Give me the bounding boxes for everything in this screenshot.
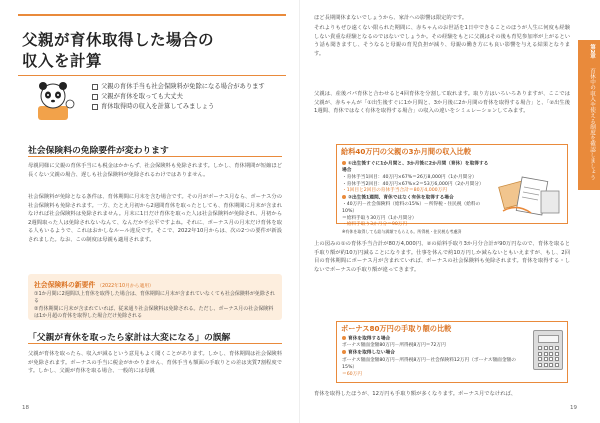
case1-title [342,161,492,175]
checkbox-icon [92,104,98,110]
page-number-left: 18 [22,405,29,411]
section1-paragraph-2: 社会保険料が免除となる条件は、育休期間に月末を含む場合です。その月がボーナス月なら、ボーナス分の社会保険料も免除されます。一方、たとえ月初から2週間育休を取ったとしても、育休期間に月末が含まれなければ社会保険料は免除されません。月末に1日だけ育休を取った人は社会保険料が免除され、月初から2週間取った人は免除されないなんて、なんだか不公平ですよね。それに、ボーナス月の月末だけ育休を取る人もいるようで、これはおかしなルール違反です。そこで、2022年10月からは、次の2つの要件が新設されました。なお、この制度は母親も適用されます。 [28,194,282,243]
checklist-item-text: 父親の育休手当も社会保険料が免除になる場合があります [101,83,265,90]
bullet-icon [342,195,346,199]
checklist-item [92,92,282,102]
title-rule-top [18,14,286,16]
case2-item-total: ・給料手取り3か月分＝90万円 [342,222,408,228]
calculator-icon [533,330,563,370]
title-rule-bottom [18,75,286,76]
bonus-case2-title-text: 育休を取得しない場合 [348,350,395,356]
income-comparison-box [336,144,568,235]
new-requirements-note-box [28,274,282,320]
case2-title-text: ②出生後1週間、育休ではなく有休を取得する場合 [348,195,454,201]
note-subtitle: （2022年10月から適用） [97,284,154,289]
right-paragraph-1: ほど長期間休まないでしょうから、家計への影響は限定的です。 [314,15,468,21]
checkbox-icon [92,94,98,100]
bullet-icon [342,350,346,354]
note-title [34,279,154,289]
bonus-case1-detail: ボーナス額面金額80万円－所得税8万円＝72万円 [342,343,446,349]
checklist-item-text: 育休取得時の収入を計算してみましょう [101,103,215,110]
note-item: ②育休期間に月末が含まれていれば、従来通り社会保険料は免除される。ただし、ボーナス月の社会保険料は1か月超の育休を取得した場合だけ免除される [34,305,274,320]
note-title-text: 社会保険料の新要件 [34,281,96,289]
right-page [300,0,600,423]
page-number-right: 19 [570,405,577,411]
note-item: ①1か月間に2週間以上育休を取得した場合は、育休期間に月末が含まれていなくても社会保険料が免除される [34,291,275,305]
page-title [22,30,214,72]
right-bottom-paragraph: 育休を取得したほうが、12万円も手取り額が多くなります。ボーナス月でなければ、 [314,391,517,397]
checklist [92,82,282,112]
case1-item: ・育休手当1回目：40万円×67%＝26万8,000円（1か月間分） [342,174,477,180]
checkbox-icon [92,84,98,90]
section1-paragraph-1: 母親同様に父親の育休手当にも税金はかからず、社会保険料も免除されます。しかし、育休期間が短縮ほど長くない父親の場合、遅しも社会保険料が免除されるわけではありません。 [28,163,282,178]
bonus-comparison-box [336,321,568,383]
bullet-icon [342,161,346,165]
calculator-keys [538,346,560,367]
title-line-2: 収入を計算 [22,52,103,70]
section2-paragraph: 父親が育休を取ったら、収入が減るという意見もよく聞くことがあります。しかし、育休期間は社会保険料が免除されます。ボーナスの手当に税金がかかりません、育休手当も額面の手取りとの差は実質7割程度です。しかし、父親が育休を取る場合、一般的には母親 [28,351,282,375]
income-comparison-content [342,161,492,236]
case2-item: ＝給料手取り30万円（1か月間分） [342,215,417,221]
right-middle-paragraph: 上の図みの①の育休手当合計が80万4,000円、②の給料手取り3か月分合計が90万円なので、育休を取ると手取り額が約10万円減ることになります。仕事を休んで約10万円しか減らないともいえますが、もし、2回目の育休期間にボーナス月が含まれていれば、ボーナスの社会保険料も免除されます。育休を取得する・しないでボーナスの手取り額が違ってきます。 [314,241,570,273]
bonus-case2-title [342,350,522,357]
case2-item: ・40万円－社会保険料（給料の15%）－所得税・住民税（給料の10%） [342,202,481,214]
section-heading-2: 「父親が育休を取ったら家計は大変になる」の誤解 [28,333,231,343]
right-paragraph-3: 父親は、産後パパ育休と合わせると4回育休を分割して取れます。取り方はいろいろありますが、ここでは父親が、赤ちゃんが「①出生後すぐに1か月間と、3か月後に2か月間の育休を取得する場合」と、「②出生後1週間、育休ではなく有休を取得する場合」の収入の違いをシミュレーションしてみます。 [314,91,570,115]
calculator-screen [538,335,559,343]
chapter-title: 育休中の収入や使える制度を確認しましょう [589,68,595,180]
chapter-label: 第2章 [589,44,595,59]
right-paragraph-2: それよりもぜひ遠くない限られた期間に、赤ちゃんのお世話を1日中できることのほうが人生に何度も経験しない貴重な経験となるのではないでしょうか。その経験をもとに父親はその後も育児参加率が上がるという話も聞きますし、そうなると母親の育児負担が減り、母親の働き方にも良い影響を与える結果となります。 [314,25,570,57]
section-underline-1 [28,156,282,157]
bullet-icon [342,336,346,340]
checklist-item-text: 父親が育休を取っても大丈夫 [101,93,183,100]
bonus-comparison-content [342,336,522,378]
case1-item: ・育休手当2回目：40万円×67%×2＝53万6,000円（2か月間分） [342,181,484,187]
panda-mascot-illustration [30,80,82,120]
bonus-comparison-title: ボーナス80万円の手取り額の比較 [341,324,452,333]
checklist-item [92,82,282,92]
bonus-case2-result: ＝60万円 [342,371,363,377]
calc-footnote: ※有休を取得しても給与満額でもらえる。所得税・住民税も考慮済 [342,229,462,235]
case1-item-total: ・1回目と2回目の育休手当合計＝80万4,000万円 [342,188,448,194]
note-items [34,291,278,321]
envelope-and-paystub-illustration [497,173,563,219]
case1-title-text: ①出生後すぐに1か月間と、3か月後に2か月間（育休）を取得する場合 [342,161,489,174]
title-line-1: 父親が育休取得した場合の [22,31,215,49]
bonus-case2-detail: ボーナス額面金額80万円－所得税8万円－社会保険料12万円（ボーナス額面金額の15%） [342,357,516,370]
section-heading-1: 社会保険料の免除要件が変わります [28,146,169,156]
chapter-side-tab [578,40,600,190]
bonus-case1-title-text: 育休を取得する場合 [348,336,391,342]
income-comparison-title: 給料40万円の父親の3か月間の収入比較 [337,145,567,157]
checklist-item [92,102,282,112]
section-underline-2 [28,343,282,344]
